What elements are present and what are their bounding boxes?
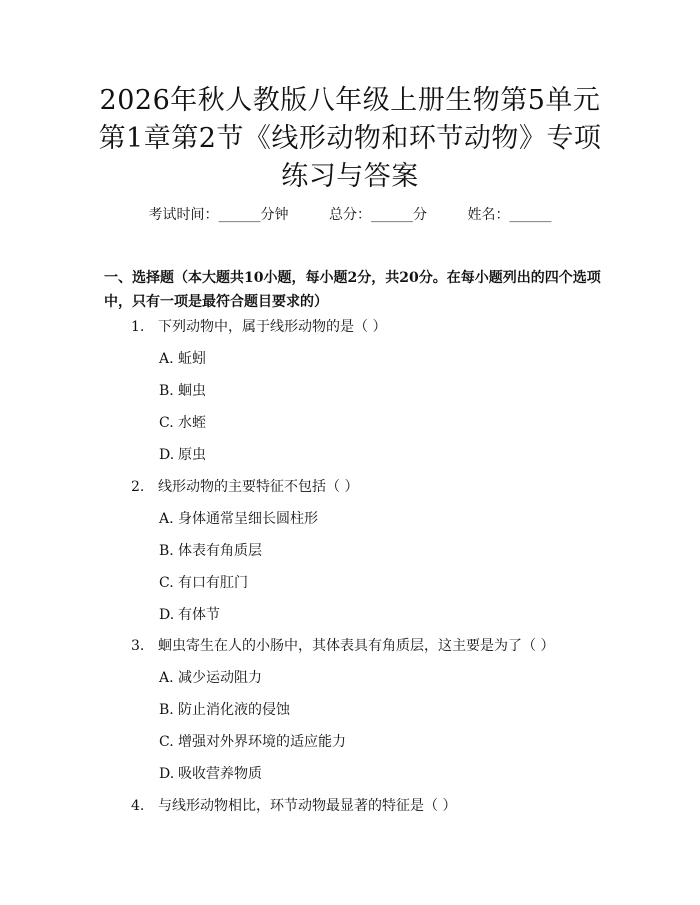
question-text: 下列动物中，属于线形动物的是（ ） [158,319,387,335]
option-letter: C. [159,575,174,591]
question-1-option-c [159,414,206,432]
section-heading-multiple-choice: 一、选择题（本大题共10小题，每小题2分，共20分。在每小题列出的四个选项中，只有一项是最符合题目要求的） [104,270,601,310]
option-text: 蛔虫 [178,383,206,399]
question-3-option-d [159,765,262,783]
question-text: 线形动物的主要特征不包括（ ） [158,479,359,495]
option-text: 蚯蚓 [178,351,206,367]
option-letter: B. [159,543,174,559]
option-text: 吸收营养物质 [178,766,262,782]
question-3 [131,637,554,655]
option-letter: C. [159,734,174,750]
option-text: 水蛭 [178,415,206,431]
question-1-option-d [159,446,206,464]
option-text: 增强对外界环境的适应能力 [178,734,346,750]
option-letter: A. [159,511,174,527]
question-text: 蛔虫寄生在人的小肠中，其体表具有角质层，这主要是为了（ ） [158,638,555,654]
option-text: 有体节 [178,607,220,623]
option-letter: B. [159,702,174,718]
question-3-option-c [159,733,346,751]
question-2-option-c [159,574,248,592]
question-text: 与线形动物相比，环节动物最显著的特征是（ ） [158,798,457,814]
option-text: 身体通常呈细长圆柱形 [178,511,318,527]
option-text: 体表有角质层 [178,543,262,559]
option-text: 有口有肛门 [178,575,248,591]
question-number: 1. [131,319,145,335]
question-number: 4. [131,798,145,814]
option-letter: D. [159,447,175,463]
question-3-option-b [159,701,290,719]
question-2-option-d [159,606,220,624]
exam-time-field: 考试时间：______分钟 [148,207,289,223]
question-number: 3. [131,638,145,654]
document-title: 2026年秋人教版八年级上册生物第5单元第1章第2节《线形动物和环节动物》专项练习与答案 [98,85,602,192]
question-2 [131,478,358,496]
option-letter: A. [159,351,174,367]
option-letter: D. [159,607,175,623]
question-3-option-a [159,669,262,687]
total-score-field: 总分：______分 [329,207,427,223]
question-1 [131,318,386,336]
student-name-field: 姓名：______ [467,207,552,223]
option-text: 防止消化液的侵蚀 [178,702,290,718]
question-number: 2. [131,479,145,495]
exam-info-line [0,206,700,224]
question-2-option-a [159,510,318,528]
option-text: 原虫 [178,447,206,463]
option-letter: D. [159,766,175,782]
option-letter: B. [159,383,174,399]
option-text: 减少运动阻力 [178,670,262,686]
option-letter: C. [159,415,174,431]
question-4 [131,797,456,815]
question-1-option-a [159,350,206,368]
question-1-option-b [159,382,206,400]
question-2-option-b [159,542,262,560]
option-letter: A. [159,670,174,686]
